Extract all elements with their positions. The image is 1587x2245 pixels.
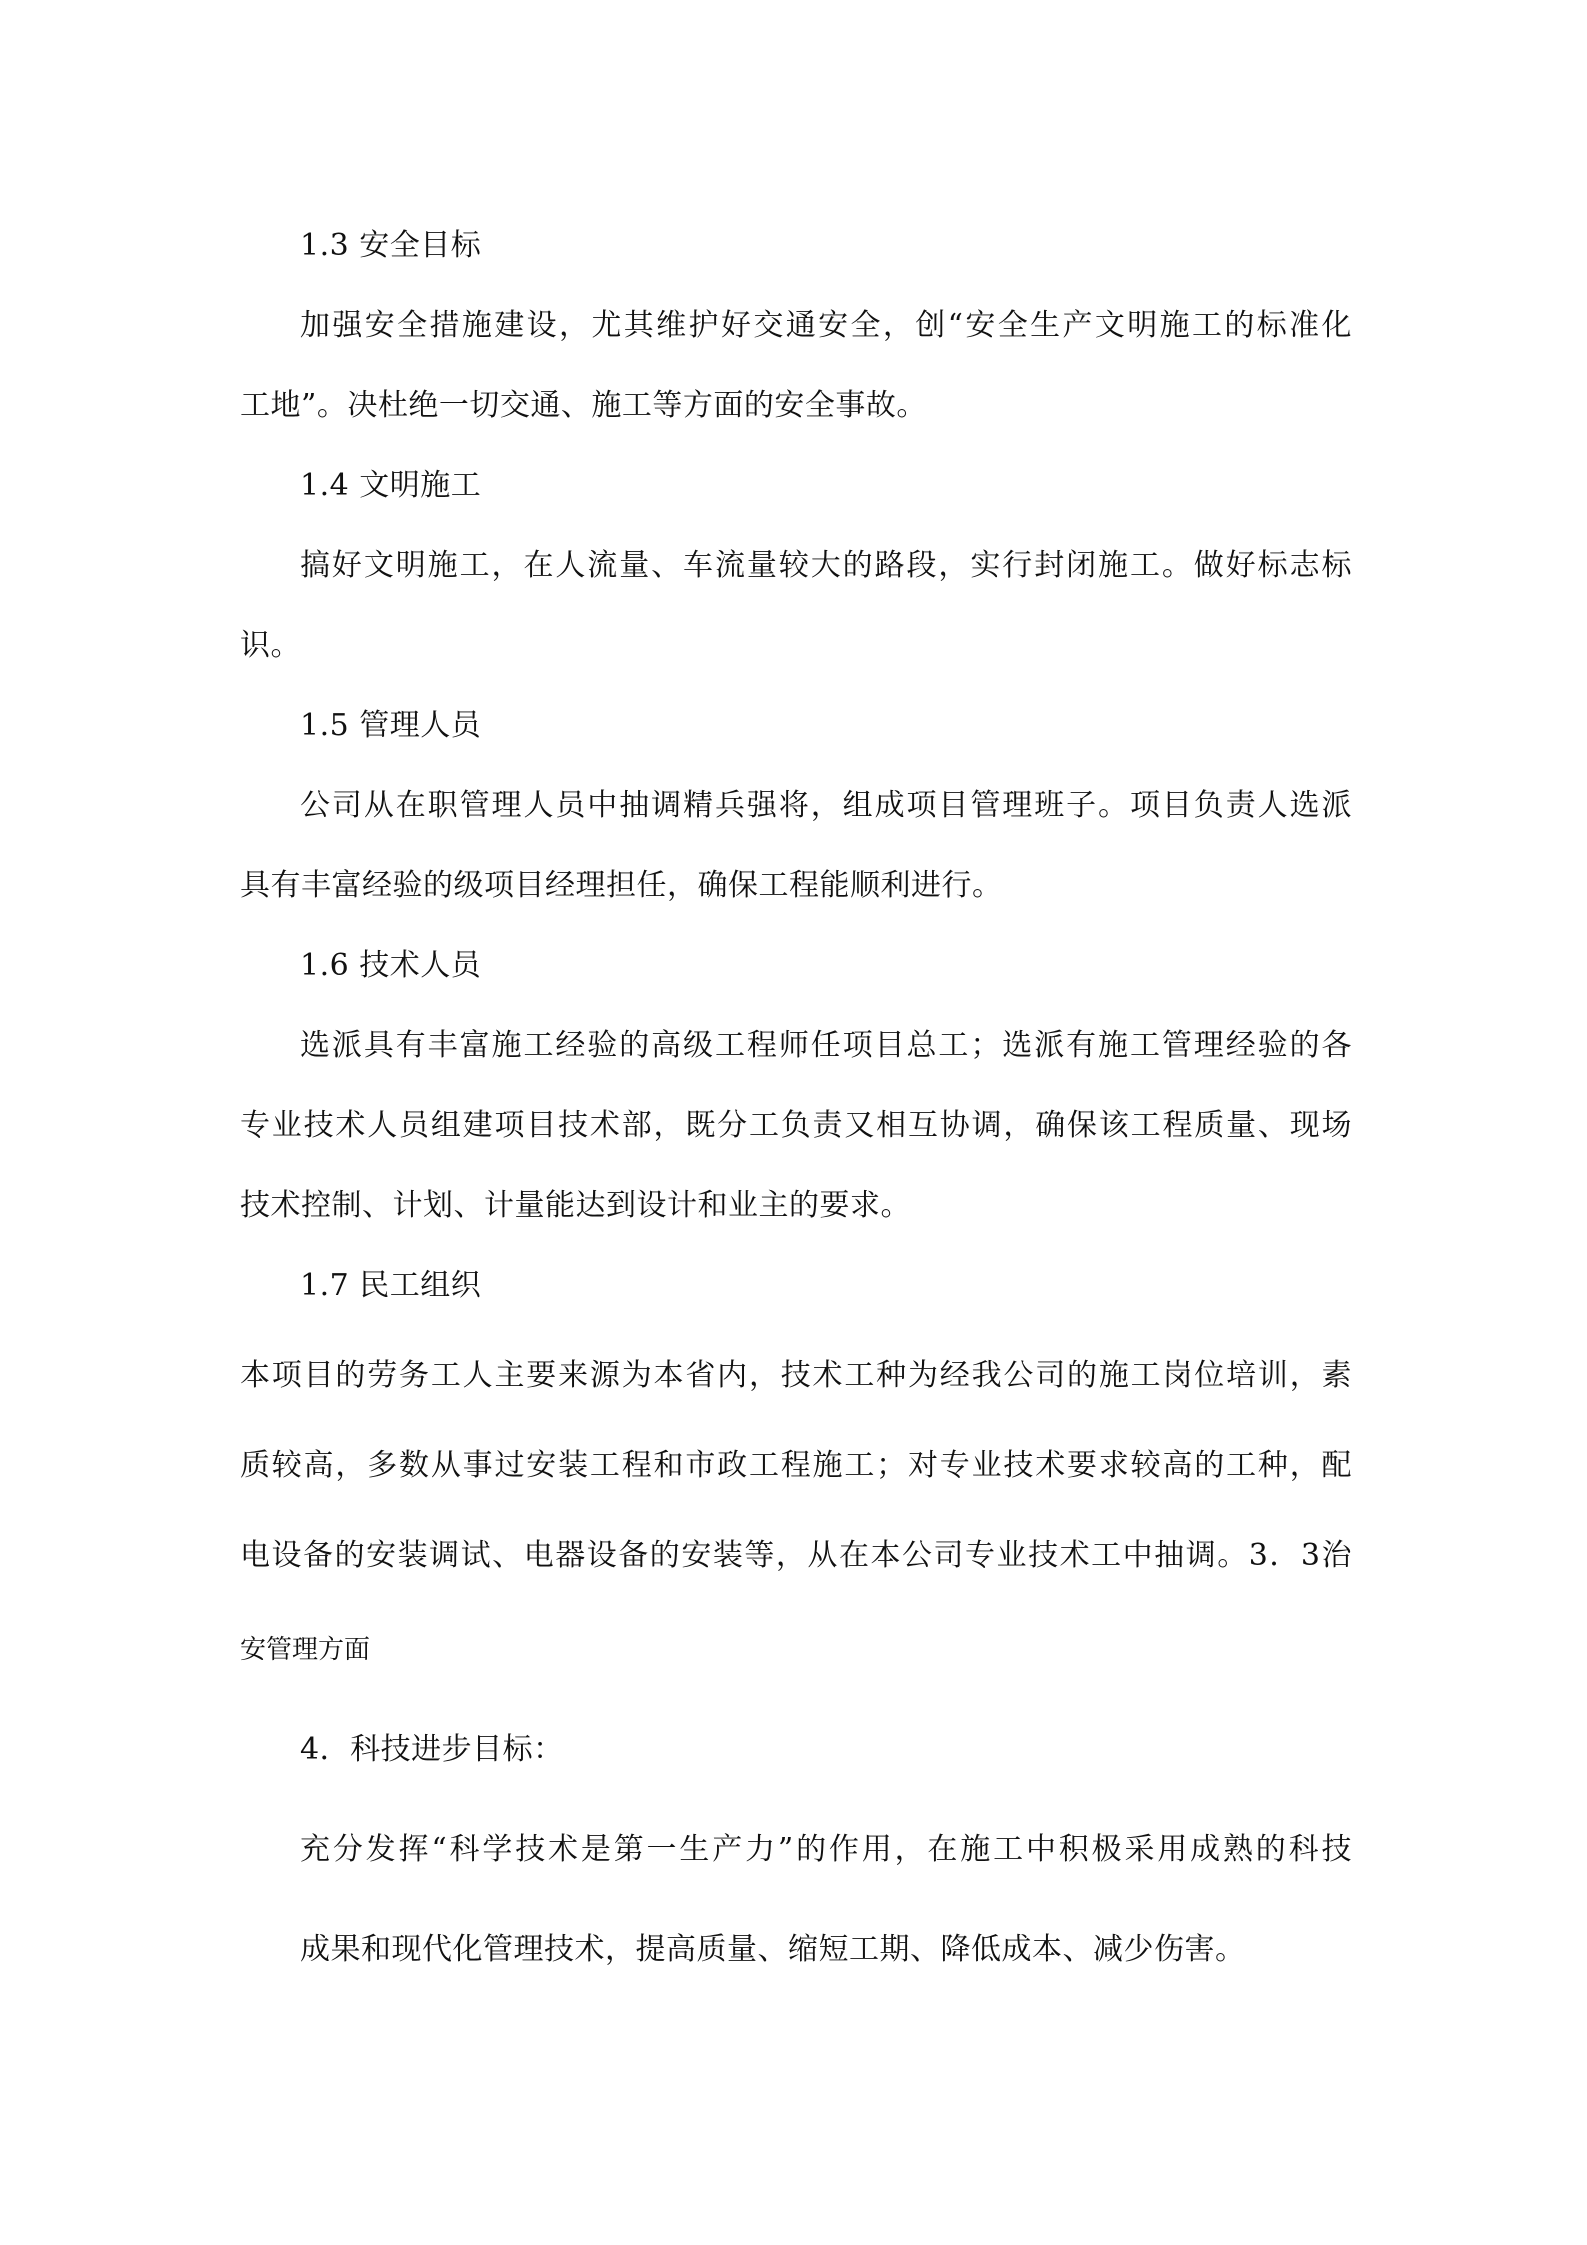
- paragraph-line: 质较高，多数从事过安装工程和市政工程施工；对专业技术要求较高的工种，配: [240, 1448, 1352, 1483]
- section-heading-1-5: 1.5 管理人员: [300, 708, 482, 743]
- section-heading-4: 4．科技进步目标：: [300, 1732, 564, 1767]
- paragraph-line: 充分发挥“科学技术是第一生产力”的作用，在施工中积极采用成熟的科技: [300, 1832, 1352, 1867]
- paragraph-line: 具有丰富经验的级项目经理担任，确保工程能顺利进行。: [240, 868, 1003, 903]
- section-heading-1-6: 1.6 技术人员: [300, 948, 482, 983]
- paragraph-line: 专业技术人员组建项目技术部，既分工负责又相互协调，确保该工程质量、现场: [240, 1108, 1352, 1143]
- paragraph-line: 电设备的安装调试、电器设备的安装等，从在本公司专业技术工中抽调。3．3治: [240, 1538, 1352, 1573]
- paragraph-line: 技术控制、计划、计量能达到设计和业主的要求。: [240, 1188, 911, 1223]
- paragraph-line: 本项目的劳务工人主要来源为本省内，技术工种为经我公司的施工岗位培训，素: [240, 1358, 1352, 1393]
- paragraph-line: 公司从在职管理人员中抽调精兵强将，组成项目管理班子。项目负责人选派: [300, 788, 1352, 823]
- section-heading-1-7: 1.7 民工组织: [300, 1268, 482, 1303]
- section-heading-1-4: 1.4 文明施工: [300, 468, 482, 503]
- paragraph-line: 安管理方面: [240, 1635, 371, 1665]
- section-heading-1-3: 1.3 安全目标: [300, 228, 482, 263]
- paragraph-line: 工地”。决杜绝一切交通、施工等方面的安全事故。: [240, 388, 927, 423]
- paragraph-line: 搞好文明施工，在人流量、车流量较大的路段，实行封闭施工。做好标志标: [300, 548, 1352, 583]
- paragraph-line: 选派具有丰富施工经验的高级工程师任项目总工；选派有施工管理经验的各: [300, 1028, 1352, 1063]
- paragraph-line: 加强安全措施建设，尤其维护好交通安全，创“安全生产文明施工的标准化: [300, 308, 1352, 343]
- paragraph-line: 成果和现代化管理技术，提高质量、缩短工期、降低成本、减少伤害。: [300, 1932, 1246, 1967]
- paragraph-line: 识。: [240, 628, 301, 663]
